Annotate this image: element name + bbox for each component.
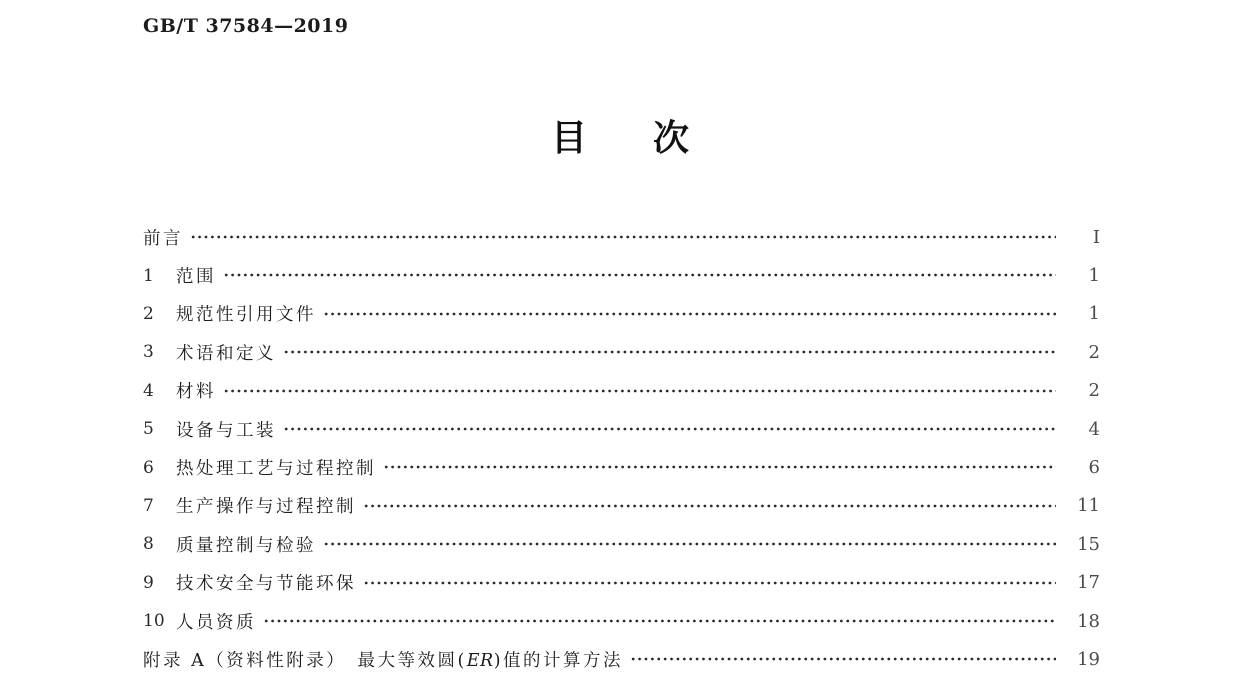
toc-entry-page-number: 2 — [1088, 341, 1100, 363]
toc-entry-label: 人员资质 — [176, 612, 256, 633]
toc-entry-label-italic: ER — [466, 650, 494, 671]
toc-entry — [143, 410, 1100, 448]
toc-entry — [143, 640, 1100, 678]
toc-entry-number: 8 — [143, 534, 154, 555]
page-title-char-1: 目 — [550, 118, 587, 159]
dot-leader — [323, 525, 1056, 563]
toc-entry — [143, 333, 1100, 371]
dot-leader — [323, 295, 1056, 333]
toc-entry-page-number: 4 — [1088, 418, 1100, 440]
toc-entry-label: 技术安全与节能环保 — [176, 574, 356, 595]
toc-entry — [143, 564, 1100, 602]
page-title — [0, 116, 1240, 162]
toc-entry-number: 10 — [143, 611, 165, 632]
dot-leader — [363, 487, 1056, 525]
toc-entry-number: 2 — [143, 303, 154, 324]
toc-entry-number: 1 — [143, 265, 154, 286]
toc-entry-page-number: 15 — [1077, 533, 1100, 555]
toc-entry-label: 材料 — [176, 382, 216, 403]
toc-entry-page-number: 19 — [1077, 648, 1100, 670]
toc-list — [143, 218, 1100, 679]
toc-entry-page-number: I — [1092, 226, 1100, 248]
toc-entry — [143, 487, 1100, 525]
toc-entry — [143, 525, 1100, 563]
toc-entry-label: 附录 A（资料性附录） 最大等效圆(ER)值的计算方法 — [143, 650, 624, 671]
dot-leader — [223, 256, 1056, 294]
toc-entry-label: 生产操作与过程控制 — [176, 497, 356, 518]
dot-leader — [363, 564, 1056, 602]
toc-entry-page-number: 11 — [1077, 495, 1100, 517]
toc-entry-page-number: 1 — [1088, 303, 1100, 325]
toc-entry-label: 范围 — [176, 267, 216, 288]
toc-entry-number: 9 — [143, 572, 154, 593]
toc-entry — [143, 448, 1100, 486]
toc-entry-label-after: )值的计算方法 — [493, 650, 624, 671]
toc-entry-label: 前言 — [143, 228, 183, 249]
standard-number: GB/T 37584—2019 — [143, 15, 349, 37]
toc-entry-number: 5 — [143, 419, 154, 440]
toc-entry — [143, 295, 1100, 333]
dot-leader — [223, 372, 1056, 410]
toc-entry — [143, 256, 1100, 294]
dot-leader — [263, 602, 1056, 640]
toc-entry-label: 规范性引用文件 — [176, 305, 316, 326]
toc-entry-label: 热处理工艺与过程控制 — [176, 459, 376, 480]
toc-entry-page-number: 1 — [1088, 265, 1100, 287]
toc-entry-label: 设备与工装 — [176, 420, 276, 441]
toc-entry-page-number: 18 — [1077, 610, 1100, 632]
dot-leader — [190, 218, 1056, 256]
toc-entry-number: 3 — [143, 342, 154, 363]
dot-leader — [630, 640, 1056, 678]
dot-leader — [283, 410, 1056, 448]
toc-entry-page-number: 2 — [1088, 380, 1100, 402]
toc-entry-page-number: 17 — [1077, 572, 1100, 594]
toc-entry — [143, 372, 1100, 410]
toc-entry-label: 质量控制与检验 — [176, 535, 316, 556]
toc-entry-label: 术语和定义 — [176, 343, 276, 364]
dot-leader — [383, 448, 1056, 486]
toc-entry-number: 7 — [143, 495, 154, 516]
toc-entry-number: 6 — [143, 457, 154, 478]
toc-entry — [143, 602, 1100, 640]
toc-entry-number: 4 — [143, 380, 154, 401]
toc-entry — [143, 218, 1100, 256]
toc-entry-page-number: 6 — [1088, 457, 1100, 479]
dot-leader — [283, 333, 1056, 371]
page-title-char-2: 次 — [653, 118, 690, 159]
